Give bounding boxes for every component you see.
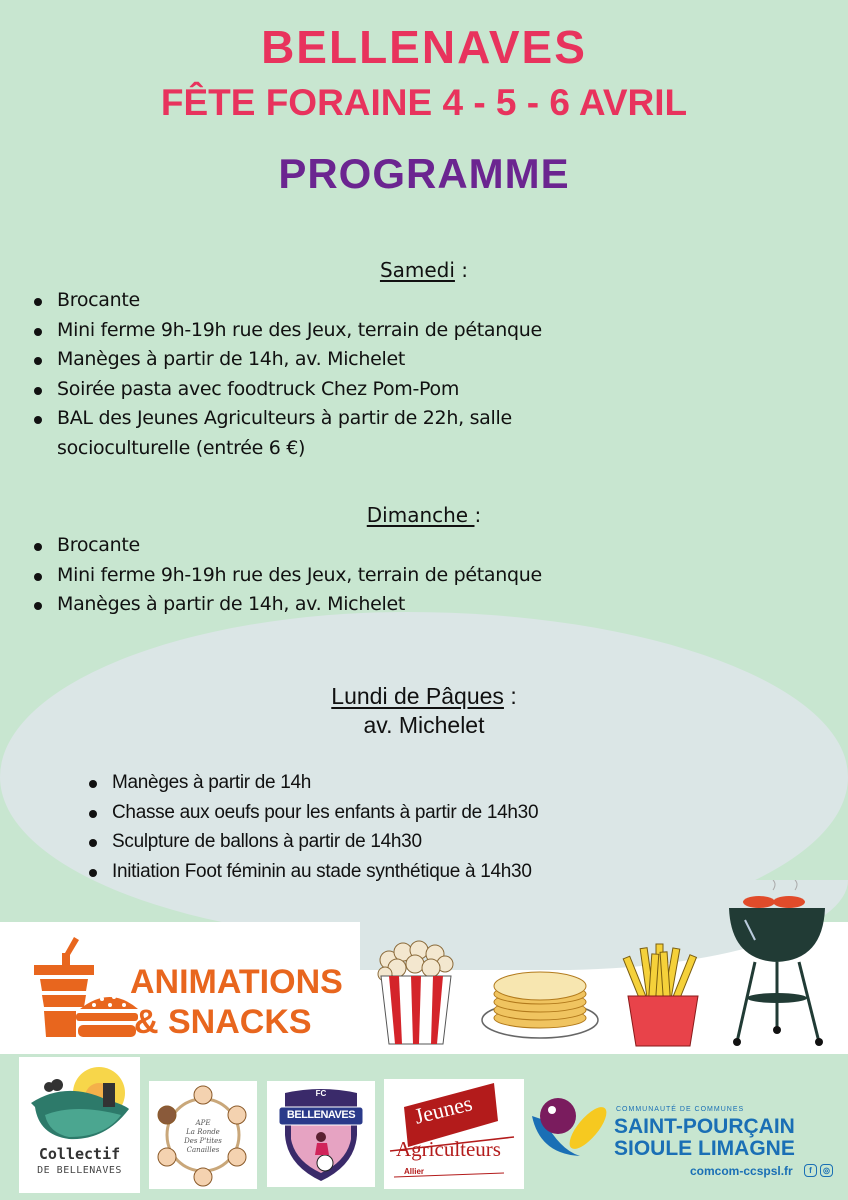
list-item: Brocante: [30, 531, 542, 561]
list-item: Chasse aux oeufs pour les enfants à partir de 14h30: [85, 798, 538, 828]
animations-label: ANIMATIONS: [130, 963, 343, 1001]
dimanche-heading-label: Dimanche: [366, 503, 475, 527]
samedi-heading-label: Samedi: [379, 258, 455, 282]
collectif-landscape-icon: [25, 1063, 135, 1143]
lundi-list: [85, 768, 538, 886]
ape-line: Canailles: [186, 1146, 220, 1154]
list-item: Manèges à partir de 14h, av. Michelet: [30, 345, 542, 375]
samedi-list: [30, 286, 542, 463]
jeunes-agriculteurs-logo: [384, 1079, 524, 1189]
list-item: Manèges à partir de 14h, av. Michelet: [30, 590, 542, 620]
comcom-emblem-icon: [530, 1096, 612, 1162]
ja-jeunes: Jeunes: [411, 1090, 475, 1129]
list-item: Mini ferme 9h-19h rue des Jeux, terrain de pétanque: [30, 316, 542, 346]
dimanche-heading: [0, 503, 848, 527]
list-item: BAL des Jeunes Agriculteurs à partir de 22h, salle: [30, 404, 542, 434]
dimanche-heading-colon: :: [474, 503, 482, 527]
lundi-heading-colon: :: [503, 683, 517, 709]
list-item: Initiation Foot féminin au stade synthétique à 14h30: [85, 857, 538, 887]
samedi-heading: [0, 258, 848, 282]
collectif-subtitle: DE BELLENAVES: [37, 1165, 122, 1176]
fc-name: BELLENAVES: [286, 1109, 356, 1121]
lundi-location: av. Michelet: [363, 712, 485, 738]
collectif-logo: [19, 1057, 140, 1193]
list-item: Sculpture de ballons à partir de 14h30: [85, 827, 538, 857]
collectif-name: Collectif: [38, 1145, 121, 1163]
ja-agriculteurs: Agriculteurs: [396, 1137, 501, 1161]
drink-burger-icon: [30, 935, 140, 1045]
list-item: Manèges à partir de 14h: [85, 768, 538, 798]
ape-text: [149, 1119, 257, 1155]
fc-bellenaves-logo: [267, 1081, 375, 1187]
ape-logo: [149, 1081, 257, 1189]
samedi-heading-colon: :: [454, 258, 469, 282]
comcom-name-line1: SAINT-POURÇAIN: [614, 1115, 795, 1138]
ja-allier: Allier: [404, 1167, 425, 1176]
comcom-url[interactable]: comcom-ccspsl.fr: [690, 1164, 793, 1178]
snacks-label: & SNACKS: [134, 1003, 312, 1041]
barbecue-icon: [725, 880, 835, 1050]
instagram-icon[interactable]: ◎: [820, 1164, 833, 1177]
town-title: BELLENAVES: [261, 21, 587, 73]
fc-label: FC: [315, 1089, 327, 1098]
list-item: Brocante: [30, 286, 542, 316]
event-title: FÊTE FORAINE 4 - 5 - 6 AVRIL: [160, 82, 688, 123]
facebook-icon[interactable]: f: [804, 1164, 817, 1177]
fries-icon: [618, 940, 708, 1050]
ape-line: La Ronde: [186, 1128, 220, 1136]
programme-title: PROGRAMME: [278, 150, 570, 197]
ape-line: Des P'tites: [184, 1137, 222, 1145]
list-item: Mini ferme 9h-19h rue des Jeux, terrain de pétanque: [30, 561, 542, 591]
list-item: Soirée pasta avec foodtruck Chez Pom-Pom: [30, 375, 542, 405]
animations-snacks-title: [130, 962, 343, 1042]
dimanche-list: [30, 531, 542, 620]
crepes-icon: [480, 960, 600, 1040]
popcorn-icon: [375, 938, 457, 1046]
comcom-name-line2: SIOULE LIMAGNE: [614, 1137, 795, 1160]
football-shield-icon: [277, 1085, 365, 1183]
lundi-heading-label: Lundi de Pâques: [331, 683, 504, 709]
comcom-subtitle: COMMUNAUTÉ DE COMMUNES: [616, 1106, 745, 1113]
ape-line: APE: [195, 1119, 211, 1127]
lundi-heading: [0, 683, 848, 710]
list-item-continuation: socioculturelle (entrée 6 €): [57, 436, 306, 459]
